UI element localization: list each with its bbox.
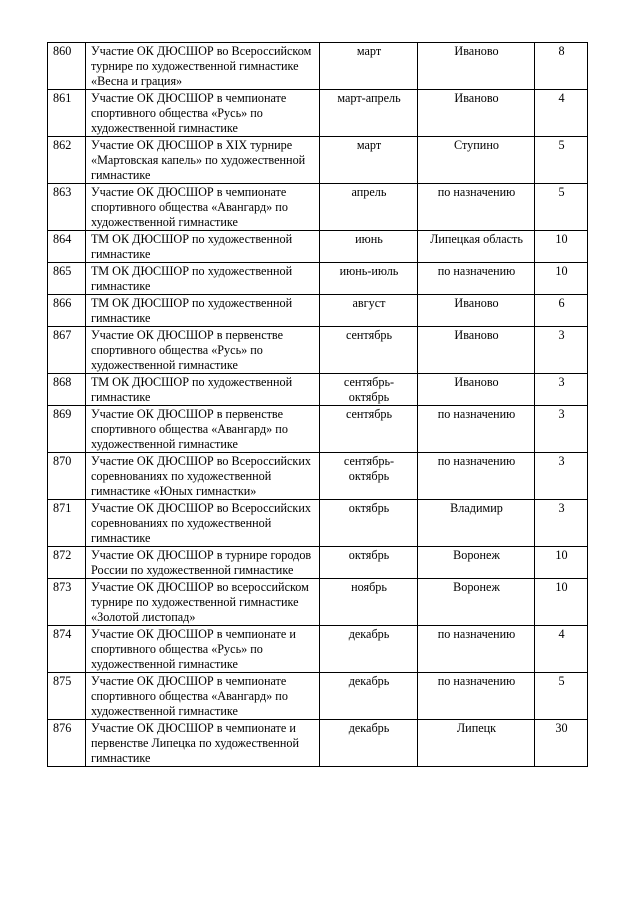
event-place: Воронеж <box>418 547 535 579</box>
participant-count: 6 <box>535 295 588 327</box>
event-place: по назначению <box>418 626 535 673</box>
row-number: 860 <box>48 43 86 90</box>
table-row <box>48 500 588 547</box>
participant-count: 8 <box>535 43 588 90</box>
row-number: 869 <box>48 406 86 453</box>
table-row <box>48 579 588 626</box>
event-date: август <box>320 295 418 327</box>
event-date: сентябрь <box>320 406 418 453</box>
row-number: 863 <box>48 184 86 231</box>
event-date: декабрь <box>320 720 418 767</box>
event-date: декабрь <box>320 673 418 720</box>
event-place: Владимир <box>418 500 535 547</box>
event-place: Воронеж <box>418 579 535 626</box>
event-name: ТМ ОК ДЮСШОР по художественной гимнастике <box>86 263 320 295</box>
event-place: по назначению <box>418 406 535 453</box>
row-number: 866 <box>48 295 86 327</box>
row-number: 875 <box>48 673 86 720</box>
event-place: Липецкая область <box>418 231 535 263</box>
event-place: по назначению <box>418 453 535 500</box>
row-number: 868 <box>48 374 86 406</box>
participant-count: 4 <box>535 90 588 137</box>
event-name: Участие ОК ДЮСШОР в первенстве спортивного общества «Русь» по художественной гимнастике <box>86 327 320 374</box>
event-place: по назначению <box>418 673 535 720</box>
table-row <box>48 453 588 500</box>
event-name: ТМ ОК ДЮСШОР по художественной гимнастике <box>86 295 320 327</box>
row-number: 876 <box>48 720 86 767</box>
event-name: ТМ ОК ДЮСШОР по художественной гимнастике <box>86 231 320 263</box>
table-row <box>48 374 588 406</box>
event-name: Участие ОК ДЮСШОР в чемпионате спортивного общества «Авангард» по художественной гимнастике <box>86 673 320 720</box>
event-name: Участие ОК ДЮСШОР во Всероссийском турнире по художественной гимнастике «Весна и грация» <box>86 43 320 90</box>
table-row <box>48 90 588 137</box>
table-row <box>48 406 588 453</box>
events-table <box>47 42 588 767</box>
event-name: Участие ОК ДЮСШОР в XIX турнире «Мартовская капель» по художественной гимнастике <box>86 137 320 184</box>
participant-count: 30 <box>535 720 588 767</box>
event-date: ноябрь <box>320 579 418 626</box>
event-place: по назначению <box>418 184 535 231</box>
table-row <box>48 295 588 327</box>
participant-count: 10 <box>535 547 588 579</box>
row-number: 871 <box>48 500 86 547</box>
event-name: ТМ ОК ДЮСШОР по художественной гимнастике <box>86 374 320 406</box>
participant-count: 10 <box>535 231 588 263</box>
event-place: Липецк <box>418 720 535 767</box>
row-number: 861 <box>48 90 86 137</box>
participant-count: 5 <box>535 137 588 184</box>
event-date: декабрь <box>320 626 418 673</box>
event-place: Иваново <box>418 295 535 327</box>
participant-count: 4 <box>535 626 588 673</box>
table-row <box>48 626 588 673</box>
event-name: Участие ОК ДЮСШОР в чемпионате спортивного общества «Авангард» по художественной гимнастике <box>86 184 320 231</box>
table-row <box>48 231 588 263</box>
row-number: 874 <box>48 626 86 673</box>
event-date: март-апрель <box>320 90 418 137</box>
participant-count: 3 <box>535 453 588 500</box>
event-name: Участие ОК ДЮСШОР в чемпионате и первенстве Липецка по художественной гимнастике <box>86 720 320 767</box>
table-row <box>48 673 588 720</box>
event-place: Иваново <box>418 43 535 90</box>
table-row <box>48 327 588 374</box>
table-row <box>48 263 588 295</box>
event-place: Иваново <box>418 374 535 406</box>
event-name: Участие ОК ДЮСШОР во всероссийском турнире по художественной гимнастике «Золотой листопад» <box>86 579 320 626</box>
participant-count: 10 <box>535 263 588 295</box>
row-number: 873 <box>48 579 86 626</box>
event-place: Ступино <box>418 137 535 184</box>
event-name: Участие ОК ДЮСШОР в чемпионате спортивного общества «Русь» по художественной гимнастике <box>86 90 320 137</box>
event-date: сентябрь-октябрь <box>320 453 418 500</box>
event-date: сентябрь-октябрь <box>320 374 418 406</box>
participant-count: 5 <box>535 184 588 231</box>
event-name: Участие ОК ДЮСШОР в первенстве спортивного общества «Авангард» по художественной гимнастике <box>86 406 320 453</box>
event-name: Участие ОК ДЮСШОР в турнире городов России по художественной гимнастике <box>86 547 320 579</box>
row-number: 862 <box>48 137 86 184</box>
event-date: апрель <box>320 184 418 231</box>
table-row <box>48 43 588 90</box>
table-row <box>48 137 588 184</box>
participant-count: 5 <box>535 673 588 720</box>
event-name: Участие ОК ДЮСШОР в чемпионате и спортивного общества «Русь» по художественной гимнастике <box>86 626 320 673</box>
row-number: 870 <box>48 453 86 500</box>
event-name: Участие ОК ДЮСШОР во Всероссийских соревнованиях по художественной гимнастике <box>86 500 320 547</box>
event-date: сентябрь <box>320 327 418 374</box>
event-place: Иваново <box>418 90 535 137</box>
row-number: 864 <box>48 231 86 263</box>
row-number: 872 <box>48 547 86 579</box>
event-date: март <box>320 137 418 184</box>
event-date: октябрь <box>320 500 418 547</box>
event-date: март <box>320 43 418 90</box>
event-place: по назначению <box>418 263 535 295</box>
participant-count: 3 <box>535 406 588 453</box>
event-date: июнь <box>320 231 418 263</box>
row-number: 865 <box>48 263 86 295</box>
table-row <box>48 184 588 231</box>
table-row <box>48 547 588 579</box>
event-date: октябрь <box>320 547 418 579</box>
participant-count: 3 <box>535 500 588 547</box>
participant-count: 3 <box>535 374 588 406</box>
event-date: июнь-июль <box>320 263 418 295</box>
events-table-body <box>48 43 588 767</box>
participant-count: 10 <box>535 579 588 626</box>
participant-count: 3 <box>535 327 588 374</box>
event-place: Иваново <box>418 327 535 374</box>
row-number: 867 <box>48 327 86 374</box>
event-name: Участие ОК ДЮСШОР во Всероссийских соревнованиях по художественной гимнастике «Юных гимнастки» <box>86 453 320 500</box>
table-row <box>48 720 588 767</box>
